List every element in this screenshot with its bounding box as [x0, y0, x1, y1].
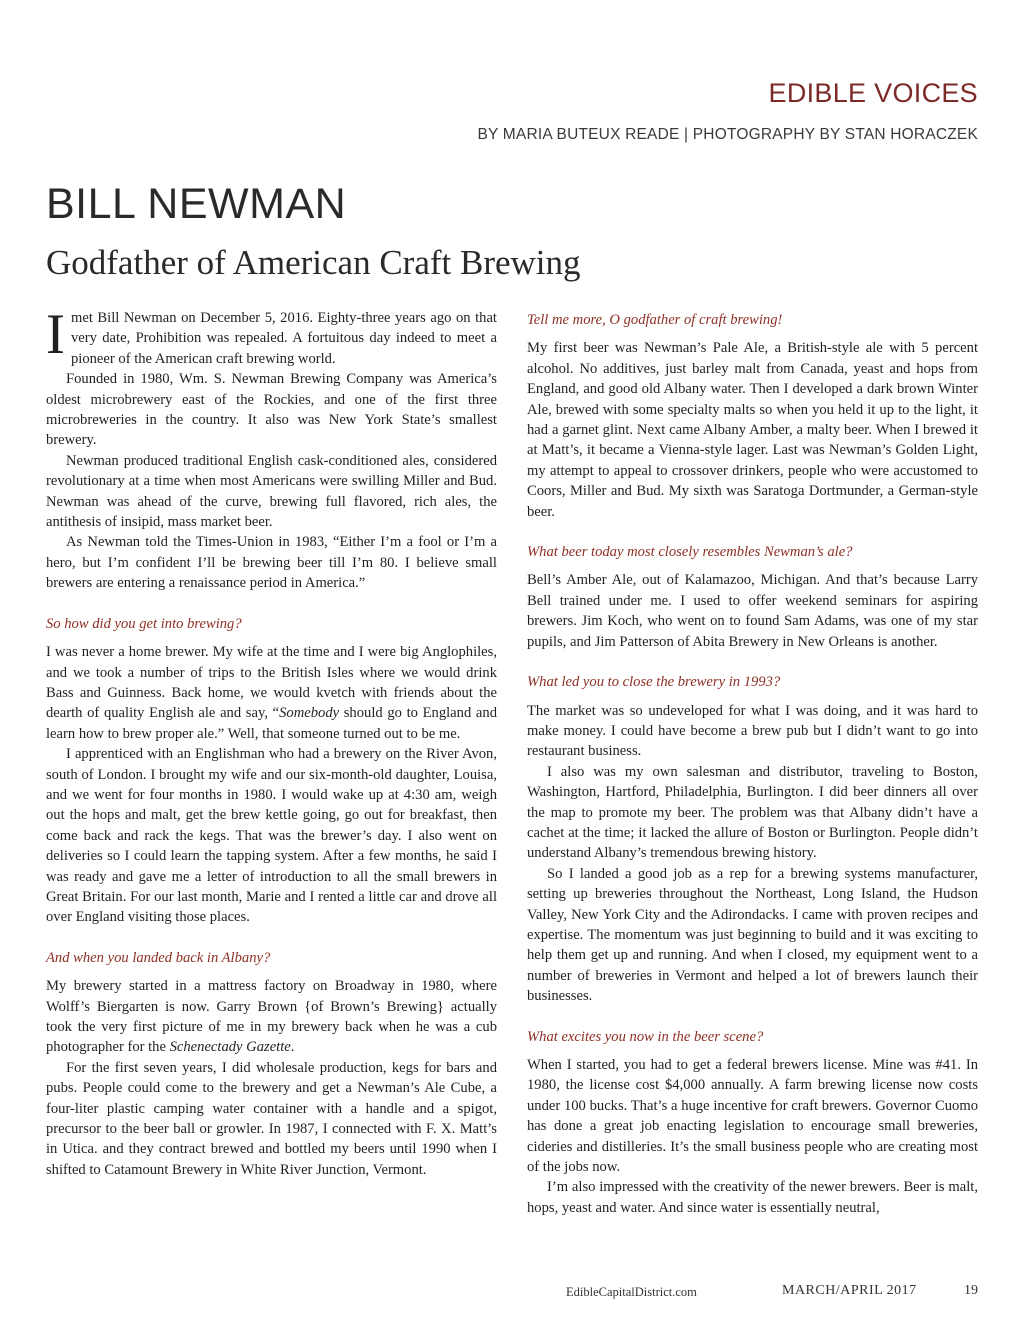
- answer-paragraph: I apprenticed with an Englishman who had a brewery on the River Avon, south of London. I brought my wife and our six-month-old daughter, Louisa, and we went for four months in 1980. I would wake up at 4:30 am, weigh out the hops and malt, get the brew kettle going, go out for breakfast, then come back and rack the kegs. That was the brewer’s day. I also went on deliveries so I could learn the tapping system. After a few months, he said I was ready and gave me a letter of introduction to all the small brewers in Great Britain. For our last month, Marie and I rented a little car and drove all over England visiting those places.: [46, 746, 497, 926]
- interview-question: And when you landed back in Albany?: [46, 949, 271, 966]
- answer-paragraph: Bell’s Amber Ale, out of Kalamazoo, Michigan. And that’s because Larry Bell trained under me. I used to offer weekend seminars for aspiring brewers. Jim Koch, who went on to found Sam Adams, was one of my star pupils, and Jim Patterson of Abita Brewery in New Orleans is another.: [527, 572, 978, 650]
- interview-question: What excites you now in the beer scene?: [527, 1028, 764, 1045]
- answer-paragraph: So I landed a good job as a rep for a brewing systems manufacturer, setting up breweries throughout the Northeast, Long Island, the Hudson Valley, New York City and the Adirondacks. I came with proven recipes and expertise. The momentum was just beginning to build and it was exciting to help them get up and running. And when I closed, my equipment went to a number of breweries in Vermont and helped a lot of brewers launch their businesses.: [527, 865, 978, 1005]
- interview-question: What beer today most closely resembles Newman’s ale?: [527, 544, 853, 561]
- answer-paragraph: For the first seven years, I did wholesale production, kegs for bars and pubs. People could come to the brewery and get a Newman’s Ale Cube, a four-liter plastic camping water container with a handle and a spigot, precursor to the beer ball or growler. In 1987, I connected with F. X. Matt’s in Utica. and they contract brewed and bottled my beers until 1990 when I shifted to Catamount Brewery in White River Junction, Vermont.: [46, 1059, 497, 1178]
- answer-paragraph: I was never a home brewer. My wife at the time and I were big Anglophiles, and we took a number of trips to the British Isles where we would drink Bass and Guinness. Back home, we would kvetch with friends about the dearth of quality English ale and say, “Somebody should go to England and learn how to brew proper ale.” Well, that someone turned out to be me.: [46, 644, 497, 742]
- interview-question: What led you to close the brewery in 1993?: [527, 674, 781, 691]
- answer-paragraph: My first beer was Newman’s Pale Ale, a British-style ale with 5 percent alcohol. No additives, just barley malt from Canada, yeast and hops from England, and good old Albany water. Then I developed a dark brown Winter Ale, brewed with some specialty malts so when you held it up to the light, it had a garnet glint. Next came Albany Amber, a malty beer. When I brewed it at Matt’s, it became a Vienna-style lager. Last was Newman’s Golden Light, my attempt to appeal to crossover drinkers, people who were accustomed to Coors, Miller and Bud. My sixth was Saratoga Dortmunder, a German-style beer.: [527, 340, 978, 520]
- interview-question: So how did you get into brewing?: [46, 615, 242, 632]
- intro-paragraph: Imet Bill Newman on December 5, 2016. Eighty-three years ago on that very date, Prohibition was repealed. A fortuitous day indeed to meet a pioneer of the American craft brewing world.: [46, 303, 497, 367]
- body-paragraph: Founded in 1980, Wm. S. Newman Brewing Company was America’s oldest microbrewery east of the Rockies, and one of the first three microbreweries in the country. It also was New York State’s smallest brewery.: [46, 371, 497, 449]
- article-title: BILL NEWMAN: [46, 180, 347, 228]
- body-paragraph: Newman produced traditional English cask-conditioned ales, considered revolutionary at a time when most Americans were swilling Miller and Bud. Newman was ahead of the curve, brewing full flavored, rich ales, the antithesis of insipid, mass market beer.: [46, 452, 497, 531]
- footer-website: EdibleCapitalDistrict.com: [566, 1285, 697, 1299]
- drop-cap: I: [46, 303, 65, 366]
- answer-paragraph: I’m also impressed with the creativity of the newer brewers. Beer is malt, hops, yeast and water. And since water is essentially neutral,: [527, 1179, 978, 1216]
- footer-issue-date: MARCH/APRIL 2017: [782, 1283, 917, 1298]
- page-number: 19: [964, 1283, 978, 1298]
- article-column-right: [527, 308, 978, 1218]
- article-subtitle: Godfather of American Craft Brewing: [46, 243, 581, 282]
- body-paragraph: As Newman told the Times-Union in 1983, “Either I’m a fool or I’m a hero, but I’m confident I’ll be brewing beer till I’m 80. I believe small brewers are entering a renaissance period in America.”: [46, 534, 497, 592]
- answer-paragraph: I also was my own salesman and distributor, traveling to Boston, Washington, Hartford, Philadelphia, Burlington. I did beer dinners all over the map to promote my beer. The problem was that Albany didn’t have a cachet at the time; it lacked the allure of Boston or Burlington. People didn’t understand Albany’s tremendous brewing history.: [527, 763, 978, 862]
- interview-question: Tell me more, O godfather of craft brewing!: [527, 312, 783, 328]
- section-label: EDIBLE VOICES: [768, 78, 978, 108]
- article-column-left: [46, 303, 497, 1180]
- answer-paragraph: My brewery started in a mattress factory on Broadway in 1980, where Wolff’s Biergarten is now. Garry Brown {of Brown’s Brewing} actually took the very first picture of me in my brewery back when he was a cub photographer for the Schenectady Gazette.: [46, 978, 497, 1056]
- byline: BY MARIA BUTEUX READE | PHOTOGRAPHY BY STAN HORACZEK: [477, 126, 978, 143]
- answer-paragraph: When I started, you had to get a federal brewers license. Mine was #41. In 1980, the license cost $4,000 annually. A farm brewing license now costs under 100 bucks. That’s a huge incentive for craft brewers. Governor Cuomo has done a great job enacting legislation to encourage small breweries, cideries and distilleries. It’s the small business people who are creating most of the jobs now.: [527, 1057, 978, 1176]
- answer-paragraph: The market was so undeveloped for what I was doing, and it was hard to make money. I could have become a brew pub but I didn’t want to go into restaurant business.: [527, 702, 978, 760]
